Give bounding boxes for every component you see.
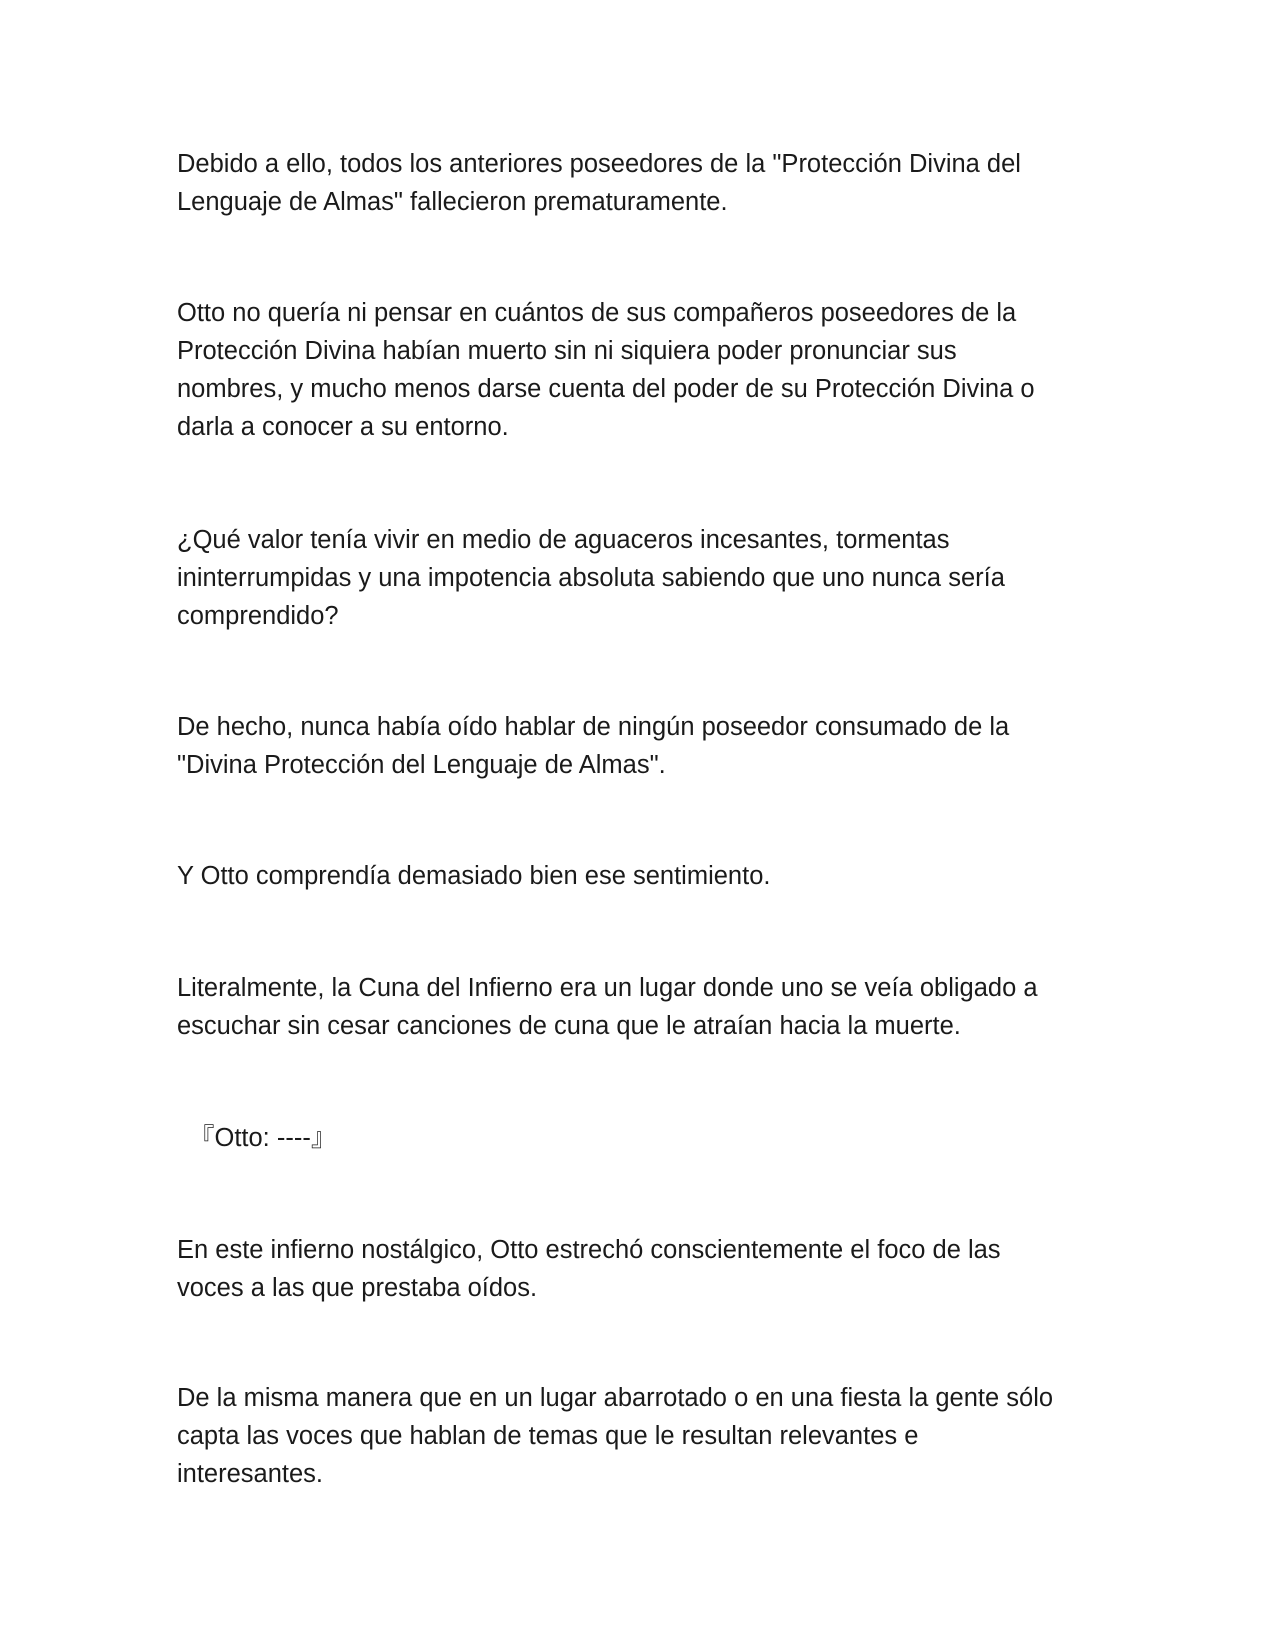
text-line: darla a conocer a su entorno. [177,413,509,441]
text-line: Y Otto comprendía demasiado bien ese sentimiento. [177,862,771,890]
paragraph [177,1231,1001,1307]
text-line: capta las voces que hablan de temas que le resultan relevantes e [177,1422,919,1450]
paragraph [177,294,1035,446]
text-line: interesantes. [177,1460,324,1488]
text-line: De la misma manera que en un lugar abarrotado o en una fiesta la gente sólo [177,1384,1054,1412]
text-line: En este infierno nostálgico, Otto estrechó conscientemente el foco de las [177,1236,1001,1264]
text-line: Protección Divina habían muerto sin ni siquiera poder pronunciar sus [177,337,957,365]
text-line: Otto no quería ni pensar en cuántos de sus compañeros poseedores de la [177,299,1017,327]
paragraph [177,521,1005,635]
text-line: Debido a ello, todos los anteriores poseedores de la "Protección Divina del [177,150,1021,178]
text-line: "Divina Protección del Lenguaje de Almas". [177,751,666,779]
paragraph [177,145,1021,221]
text-line: voces a las que prestaba oídos. [177,1274,538,1302]
paragraph [177,708,1009,784]
paragraph [177,857,770,895]
text-line: 『Otto: ----』 [189,1124,337,1152]
text-line: Lenguaje de Almas" fallecieron prematuramente. [177,188,728,216]
paragraph [177,969,1038,1045]
text-line: ininterrumpidas y una impotencia absoluta sabiendo que uno nunca sería [177,564,1005,592]
dialogue-line [189,1119,336,1157]
text-line: nombres, y mucho menos darse cuenta del poder de su Protección Divina o [177,375,1035,403]
text-line: ¿Qué valor tenía vivir en medio de aguaceros incesantes, tormentas [177,526,950,554]
text-line: comprendido? [177,602,339,630]
text-line: Literalmente, la Cuna del Infierno era un lugar donde uno se veía obligado a [177,974,1038,1002]
text-line: De hecho, nunca había oído hablar de ningún poseedor consumado de la [177,713,1010,741]
paragraph [177,1379,1053,1493]
text-line: escuchar sin cesar canciones de cuna que le atraían hacia la muerte. [177,1012,961,1040]
